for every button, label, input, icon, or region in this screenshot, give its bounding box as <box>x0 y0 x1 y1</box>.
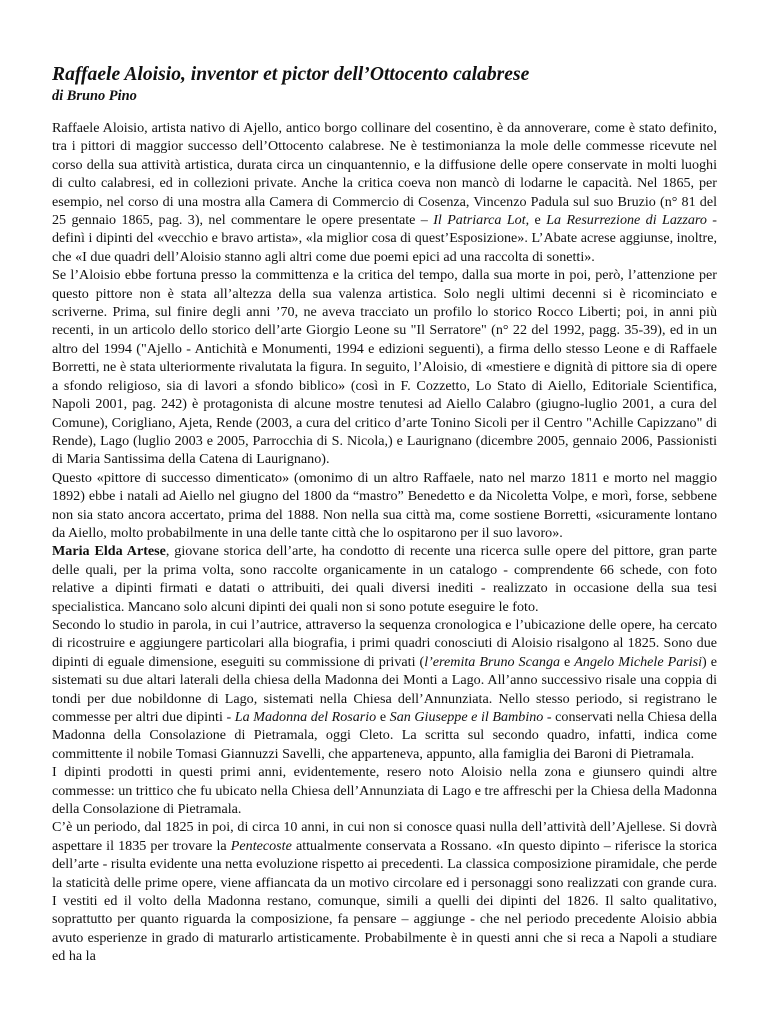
text-run: Questo «pittore di successo dimenticato» (omonimo di un altro Raffaele, nato nel marzo 1811 e morto nel maggio 1892) ebbe i natali ad Aiello nel giugno del 1800 da “mastro” Benedetto e da Nicoletta Volpe, e morì, forse, sebbene non sia stato ancora accertato, prima del 1888. Non nella sua città ma, come sostiene Borretti, «sicuramente lontano da Aiello, molto probabilmente in una delle tante città che lo ospitarono per il suo lavoro». <box>52 469 717 541</box>
text-run: e <box>376 709 390 725</box>
text-run: C’è un periodo, dal 1825 in poi, di circa 10 anni, in cui non si conosce quasi nulla dell’attività dell’Ajellese. Si dovrà aspettare il 1835 per trovare la <box>52 819 717 854</box>
italic-text: La Resurrezione di Lazzaro <box>546 212 707 229</box>
article-body <box>52 119 717 966</box>
text-run: - conservati nella Chiesa della Madonna della Consolazione di Pietramala, oggi Cleto. La scritta sul secondo quadro, infatti, indica come committente il nobile Tomasi Giannuzzi Savelli, che apparteneva, appunto, alla famiglia dei Baroni di Pietramala. <box>52 709 717 762</box>
body-paragraph <box>52 763 717 818</box>
italic-text: Angelo Michele Parisi <box>574 653 703 670</box>
article-title-rest: inventor et pictor dell’Ottocento calabrese <box>185 64 530 85</box>
bold-text: Maria Elda Artese <box>52 543 166 560</box>
italic-text: La Madonna del Rosario <box>234 709 377 725</box>
text-run: I dipinti prodotti in questi primi anni, evidentemente, resero noto Aloisio nella zona e giunsero quindi altre commesse: un trittico che fu ubicato nella Chiesa dell’Annunziata di Lago e tre affreschi per la Chiesa della Madonna della Consolazione di Pietramala. <box>52 764 717 818</box>
text-run: ) e sistemati su due altari laterali della chiesa della Madonna dei Monti a Lago. All’anno successivo risale una coppia di tondi per due nobildonne di Lago, sistemati nella Chiesa dell’Annunziata. Nello stesso periodo, si registrano le commesse per altri due dipinti - <box>52 653 717 725</box>
body-paragraph <box>52 266 717 468</box>
article-title-name: Raffaele Aloisio, <box>52 64 186 85</box>
italic-text: l’eremita Bruno Scanga <box>424 653 561 670</box>
body-paragraph <box>52 616 717 763</box>
italic-text: Il Patriarca Lot <box>433 212 526 229</box>
text-run: Se l’Aloisio ebbe fortuna presso la committenza e la critica del tempo, dalla sua morte in poi, però, l’attenzione per questo pittore non è stata all’altezza della sua valenza artistica. Solo negli ultimi decenni si è ricominciato e scriverne. Prima, sul finire degli anni ’70, ne aveva tracciato un profilo lo storico Rocco Liberti; poi, in anni più recenti, in un articolo dello storico dell’arte Giorgio Leone su "Il Serratore" (n° 22 del 1992, pagg. 35-39), ed in un altro del 1994 ("Ajello - Antichità e Monumenti, 1994 e edizioni seguenti), a firma dello stesso Leone e di Raffaele Borretti, ne è stata ulteriormente rivalutata la figura. In seguito, l’Aloisio, di «mestiere e dignità di pittore sia di opere a sfondo religioso, sia di lavori a sfondo biblico» (così in F. Cozzetto, Lo Stato di Aiello, Editoriale Scientifica, Napoli 2001, pag. 242) è protagonista di alcune mostre tenutesi ad Aiello Calabro (giugno-luglio 2001, a cura del Comune), Corigliano, Ajeta, Rende (2003, a cura del critico d’arte Tonino Sicoli per il Centro "Achille Capizzano" di Rende), Lago (luglio 2003 e 2005, Parrocchia di S. Nicola,) e Laurignano (dicembre 2005, gennaio 2006, Passionisti di Maria Santissima della Catena di Laurignano). <box>52 267 717 468</box>
text-run: , giovane storica dell’arte, ha condotto di recente una ricerca sulle opere del pittore, gran parte delle quali, per la prima volta, sono raccolte organicamente in un catalogo - comprendente 66 schede, con foto relative a dipinti firmati e datati o attribuiti, dei quali diversi inediti - realizzato in occasione della sua tesi specialistica. Mancano solo alcuni dipinti dei quali non si sono potute eseguire le foto. <box>52 543 717 615</box>
body-paragraph <box>52 469 717 543</box>
body-paragraph <box>52 542 717 616</box>
article-title <box>52 62 717 87</box>
italic-text: San Giuseppe e il Bambino <box>389 709 544 725</box>
text-run: attualmente conservata a Rossano. «In questo dipinto – riferisce la storica dell’arte - risulta evidente una netta evoluzione rispetto ai precedenti. La classica composizione piramidale, che perde la staticità delle prime opere, viene affiancata da un motivo circolare ed i personaggi sono realizzati con grande cura. I vestiti ed il volto della Madonna restano, comunque, simili a quelli dei dipinti del 1826. Il salto qualitativo, soprattutto per quanto riguarda la composizione, fa pensare – aggiunge - che nel periodo precedente Aloisio abbia avuto esperienze in grado di maturarlo artisticamente. Probabilmente è in questi anni che si reca a Napoli a studiare ed ha la <box>52 837 717 965</box>
text-run: , e <box>525 212 547 229</box>
body-paragraph <box>52 119 717 266</box>
italic-text: Pentecoste <box>230 837 292 854</box>
text-run: e <box>560 653 575 670</box>
article-author: di Bruno Pino <box>52 88 137 104</box>
document-page <box>52 62 717 966</box>
text-run: - definì i dipinti del «vecchio e bravo artista», «la miglior cosa di quest’Esposizione». L’Abate acrese aggiunse, inoltre, che «I due quadri dell’Aloisio stanno agli altri come due poemi epici ad una raccolta di sonetti». <box>52 212 717 265</box>
text-run: Secondo lo studio in parola, in cui l’autrice, attraverso la sequenza cronologica e l’ubicazione delle opere, ha cercato di ricostruire e aggiungere particolari alla biografia, i primi quadri conosciuti di Aloisio risalgono al 1825. Sono due dipinti di eguale dimensione, eseguiti su commissione di privati ( <box>52 616 717 670</box>
text-run: Raffaele Aloisio, artista nativo di Ajello, antico borgo collinare del cosentino, è da annoverare, come è stato definito, tra i pittori di maggior successo dell’Ottocento calabrese. Ne è testimonianza la mole delle commesse ricevute nel corso della sua attività artistica, durata circa un cinquantennio, e la diffusione delle opere conservate in molti luoghi di culto calabresi, ed in collezioni private. Anche la critica coeva non mancò di lodarne le capacità. Nel 1865, per esempio, nel corso di una mostra alla Camera di Commercio di Cosenza, Vincenzo Padula sul suo Bruzio (n° 81 del 25 gennaio 1865, pag. 3), nel commentare le opere presentate – <box>52 120 717 229</box>
body-paragraph <box>52 818 717 965</box>
